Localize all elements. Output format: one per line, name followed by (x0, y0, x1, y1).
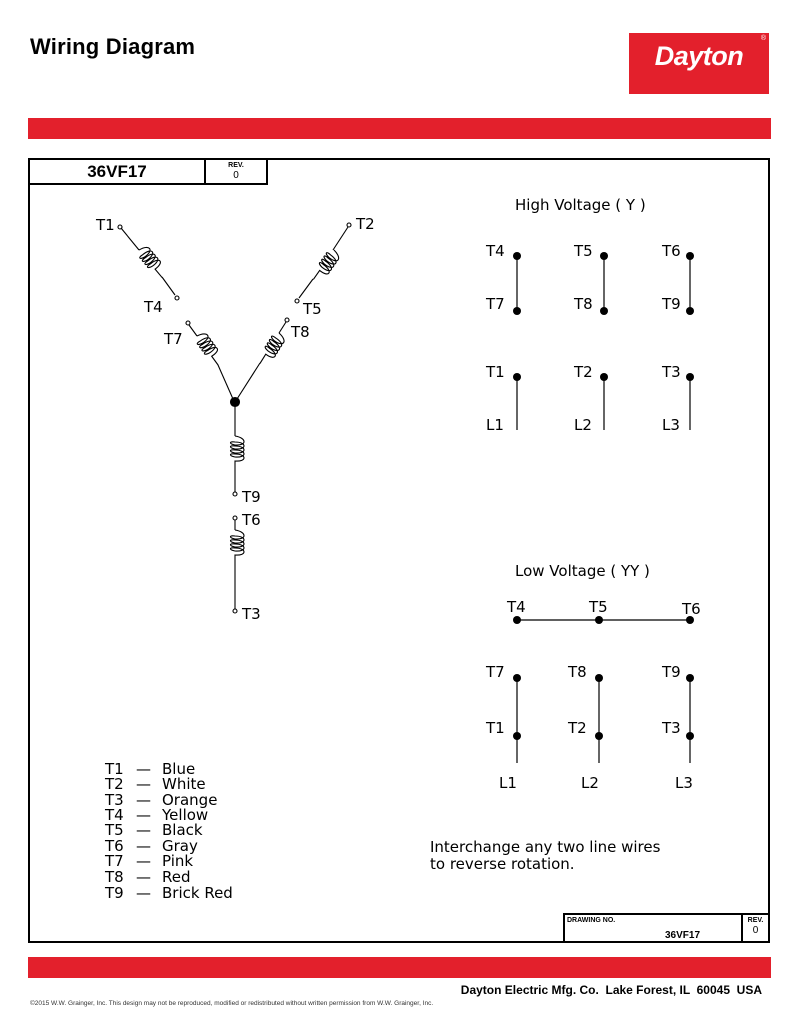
hv-dot-t5 (600, 252, 608, 260)
drawing-no-label: DRAWING NO. (567, 917, 616, 924)
lv-label-t7: T7 (486, 663, 505, 681)
hv-label-t8: T8 (574, 295, 593, 313)
hv-label-t6: T6 (662, 242, 681, 260)
model-number-box: 36VF17 (28, 158, 206, 185)
rev-label: REV. (228, 162, 244, 169)
logo-text: Dayton (654, 41, 744, 71)
svg-text:—: — (136, 821, 151, 839)
rotation-note (430, 838, 661, 873)
hv-dot-t6 (686, 252, 694, 260)
lv-label-t8: T8 (568, 663, 587, 681)
label-t8: T8 (291, 323, 310, 341)
svg-text:T3: T3 (105, 791, 124, 809)
lv-dot-t3 (686, 732, 694, 740)
lv-label-t1: T1 (486, 719, 505, 737)
svg-text:White: White (162, 775, 206, 793)
svg-text:—: — (136, 791, 151, 809)
hv-label-l1: L1 (486, 416, 504, 434)
terminal-t4 (175, 296, 179, 300)
svg-text:Black: Black (162, 821, 203, 839)
lv-label-t9: T9 (662, 663, 681, 681)
lv-label-l2: L2 (581, 774, 599, 792)
svg-text:Blue: Blue (162, 760, 196, 778)
terminal-t9 (233, 492, 237, 496)
rev-label-bottom: REV. (747, 917, 764, 924)
terminal-t3 (233, 609, 237, 613)
hv-dot-t1 (513, 373, 521, 381)
terminal-t7 (186, 321, 190, 325)
svg-text:T8: T8 (105, 868, 124, 886)
label-t5: T5 (303, 300, 322, 318)
hv-label-t4: T4 (486, 242, 505, 260)
lv-dot-t4 (513, 616, 521, 624)
lv-dot-t9 (686, 674, 694, 682)
hv-label-t7: T7 (486, 295, 505, 313)
color-legend (104, 760, 233, 902)
hv-label-t5: T5 (574, 242, 593, 260)
label-t9: T9 (242, 488, 261, 506)
bottom-red-band (28, 957, 771, 978)
label-t4: T4 (144, 298, 163, 316)
svg-text:Brick Red: Brick Red (162, 884, 233, 902)
svg-text:T7: T7 (105, 852, 124, 870)
terminal-t6 (233, 516, 237, 520)
svg-text:Pink: Pink (162, 852, 194, 870)
hv-label-t3: T3 (662, 363, 681, 381)
svg-text:—: — (136, 775, 151, 793)
lv-label-l1: L1 (499, 774, 517, 792)
svg-text:—: — (136, 760, 151, 778)
legend-row (104, 884, 233, 902)
hv-dot-t3 (686, 373, 694, 381)
rev-value: 0 (233, 170, 239, 181)
high-voltage-section (485, 196, 694, 434)
svg-text:T1: T1 (105, 760, 124, 778)
lv-dot-t8 (595, 674, 603, 682)
lv-label-t6: T6 (682, 600, 701, 618)
lv-dot-t1 (513, 732, 521, 740)
svg-text:T4: T4 (105, 806, 124, 824)
motor-schematic (118, 223, 351, 613)
hv-dot-t2 (600, 373, 608, 381)
revision-box-bottom (741, 913, 770, 943)
low-voltage-title: Low Voltage ( YY ) (515, 562, 650, 580)
svg-text:—: — (136, 852, 151, 870)
label-t2: T2 (356, 215, 375, 233)
svg-text:Gray: Gray (162, 837, 198, 855)
svg-text:T5: T5 (105, 821, 124, 839)
rev-value-bottom: 0 (752, 925, 759, 936)
terminal-t5 (295, 299, 299, 303)
hv-dot-t7 (513, 307, 521, 315)
svg-text:Red: Red (162, 868, 191, 886)
high-voltage-title: High Voltage ( Y ) (515, 196, 646, 214)
hv-label-t1: T1 (486, 363, 505, 381)
note-line-1: Interchange any two line wires (430, 838, 661, 856)
hv-dot-t9 (686, 307, 694, 315)
lv-dot-t7 (513, 674, 521, 682)
svg-text:—: — (136, 806, 151, 824)
svg-text:T9: T9 (105, 884, 124, 902)
copyright-notice: ©2015 W.W. Grainger, Inc. This design may not be reproduced, modified or redistributed without written permission from W.W. Grainger, Inc. (30, 1000, 434, 1007)
label-t6: T6 (242, 511, 261, 529)
terminal-t2 (347, 223, 351, 227)
lv-dot-t5 (595, 616, 603, 624)
company-address: Dayton Electric Mfg. Co. Lake Forest, IL 60045 USA (460, 983, 762, 997)
svg-text:Yellow: Yellow (162, 806, 209, 824)
hv-dot-t4 (513, 252, 521, 260)
note-line-2: to reverse rotation. (430, 855, 575, 873)
label-t3: T3 (242, 605, 261, 623)
label-t1: T1 (96, 216, 115, 234)
hv-label-t2: T2 (574, 363, 593, 381)
lv-label-l3: L3 (675, 774, 693, 792)
label-t7: T7 (164, 330, 183, 348)
lv-label-t3: T3 (662, 719, 681, 737)
svg-text:Orange: Orange (162, 791, 218, 809)
registered-mark: ® (760, 35, 766, 42)
terminal-t8 (285, 318, 289, 322)
svg-text:—: — (136, 837, 151, 855)
lv-label-t4: T4 (507, 598, 526, 616)
center-node (231, 398, 240, 407)
lv-label-t5: T5 (589, 598, 608, 616)
svg-text:T2: T2 (105, 775, 124, 793)
lv-dot-t2 (595, 732, 603, 740)
hv-dot-t8 (600, 307, 608, 315)
svg-text:—: — (136, 868, 151, 886)
drawing-number-box (563, 913, 743, 943)
hv-label-l2: L2 (574, 416, 592, 434)
drawing-no-value: 36VF17 (665, 930, 701, 941)
svg-text:T6: T6 (105, 837, 124, 855)
page-title: Wiring Diagram (30, 34, 196, 59)
svg-text:—: — (136, 884, 151, 902)
hv-label-t9: T9 (662, 295, 681, 313)
hv-label-l3: L3 (662, 416, 680, 434)
lv-label-t2: T2 (568, 719, 587, 737)
low-voltage-section (485, 562, 701, 792)
